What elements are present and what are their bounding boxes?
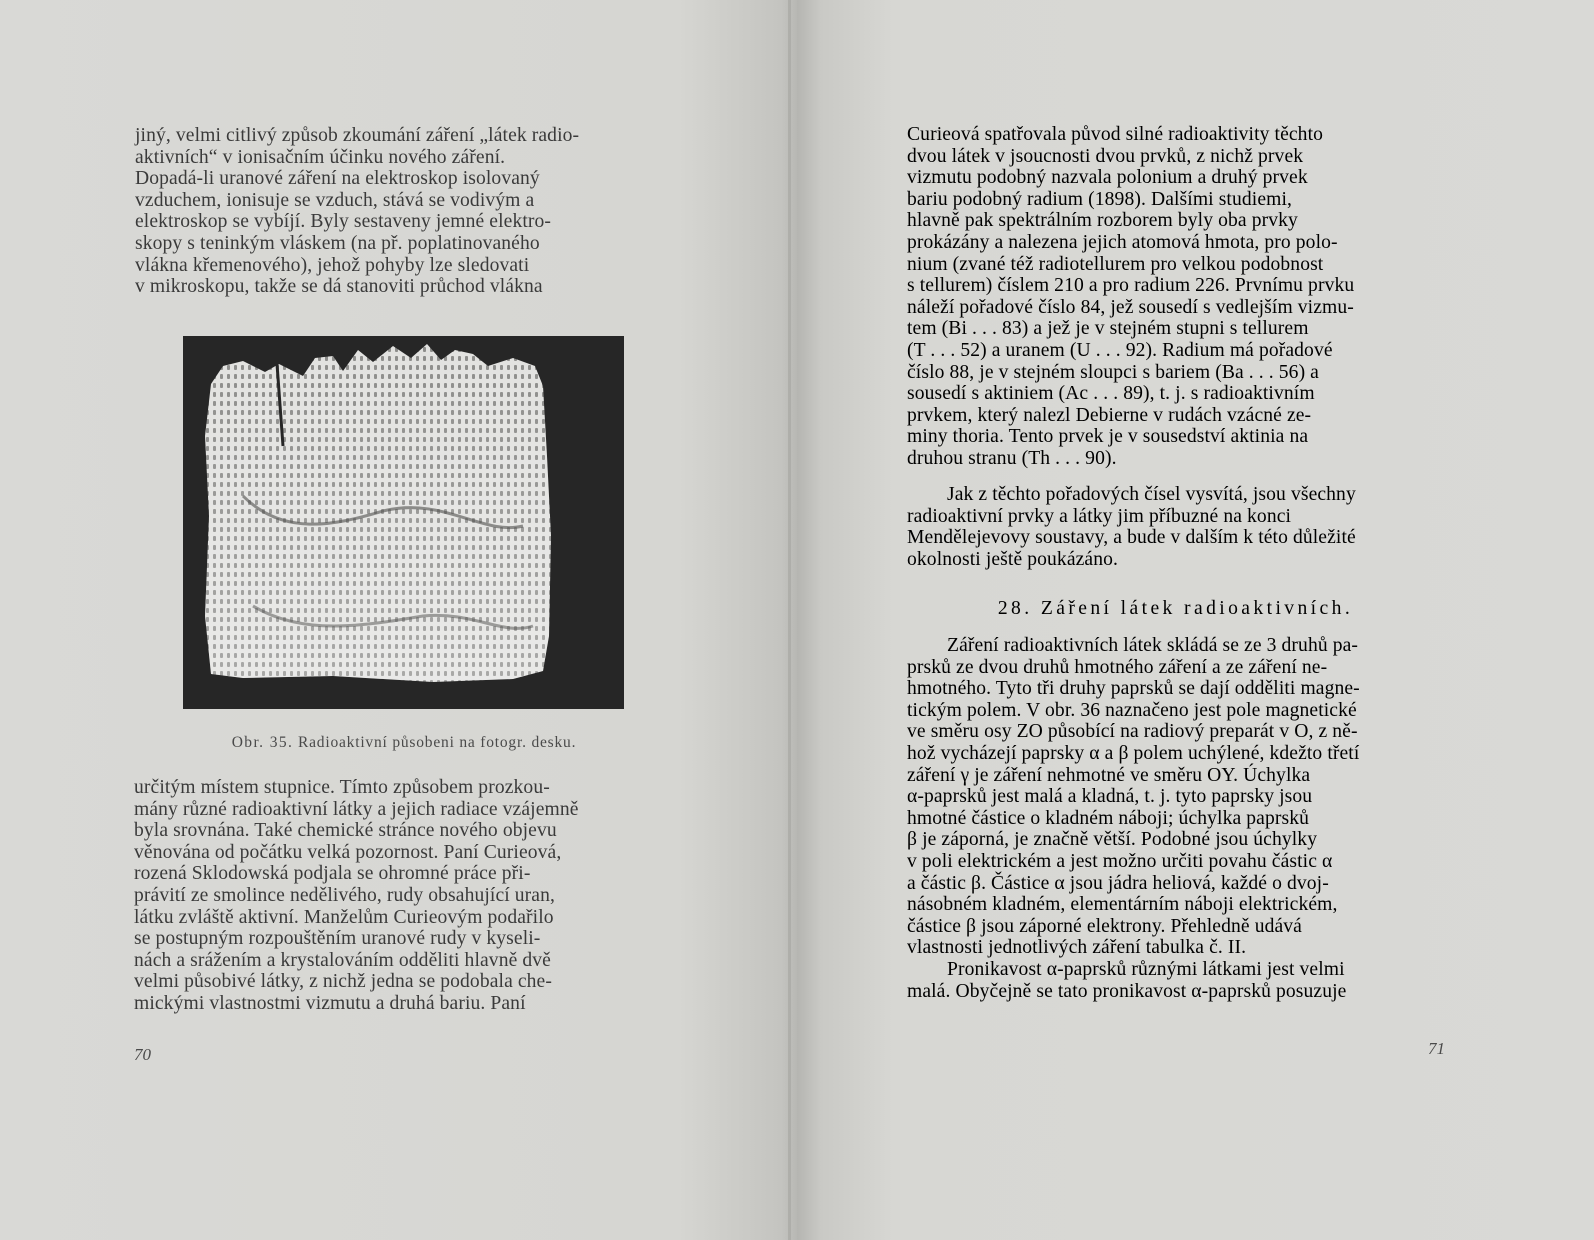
text-line: jiný, velmi citlivý způsob zkoumání záření „látek radio-	[135, 125, 580, 146]
text-line: (T . . . 52) a uranem (U . . . 92). Radium má pořadové	[907, 339, 1333, 361]
text-line: vlastnosti jednotlivých záření tabulka č. II.	[907, 937, 1247, 959]
text-line: druhou stranu (Th . . . 90).	[907, 447, 1117, 469]
text-line: tickým polem. V obr. 36 naznačeno jest pole magnetické	[907, 699, 1357, 721]
text-line: hlavně pak spektrálním rozborem byly oba prvky	[907, 210, 1298, 232]
figure-caption-text: Radioaktivní působeni na fotogr. desku.	[297, 734, 577, 751]
text-line: Mendělejevovy soustavy, a bude v dalším k této důležité	[907, 527, 1356, 549]
book-gutter	[788, 0, 791, 1240]
text-line: se postupným rozpouštěním uranové rudy v kyseli-	[134, 928, 541, 950]
text-line: vizmutu podobný nazvala polonium a druhý prvek	[907, 167, 1308, 189]
text-line: rozená Sklodowská podjala se ohromné práce při-	[134, 863, 531, 885]
right-page-top-text	[907, 124, 1444, 470]
text-line: látku zvláště aktivní. Manželům Curieovým podařilo	[134, 906, 554, 928]
right-page-middle-text	[907, 484, 1444, 570]
text-line: mickými vlastnostmi vizmutu a druhá bariu. Paní	[134, 992, 526, 1014]
text-line: mány různé radioaktivní látky a jejich radiace vzájemně	[134, 798, 579, 820]
text-line: aktivních“ v ionisačním účinku nového záření.	[135, 146, 506, 168]
figure-number: Obr. 35.	[231, 734, 294, 751]
left-page-top-text	[135, 125, 673, 298]
text-line: velmi působivé látky, z nichž jedna se podobala che-	[134, 971, 552, 993]
text-line: vzduchem, ionisuje se vzduch, stává se vodivým a	[135, 189, 535, 211]
text-line: záření γ je záření nehmotné ve směru OY. Úchylka	[907, 764, 1311, 786]
text-line: hmotného. Tyto tři druhy paprsků se dají odděliti magne-	[907, 678, 1360, 700]
text-line: β je záporná, je značně větší. Podobné jsou úchylky	[907, 829, 1318, 851]
text-line: vlákna křemenového), jehož pohyby lze sledovati	[135, 254, 530, 276]
text-line: okolnosti ještě poukázáno.	[907, 548, 1119, 570]
text-line: a částic β. Částice α jsou jádra heliová, každé o dvoj-	[907, 872, 1329, 894]
text-line: nách a srážením a krystalováním odděliti hlavně dvě	[134, 949, 551, 971]
text-line: ve směru osy ZO působící na radiový preparát v O, z ně-	[907, 721, 1358, 743]
text-line: radioaktivní prvky a látky jim příbuzné na konci	[907, 505, 1292, 527]
text-line: věnována od počátku velká pozornost. Paní Curieová,	[134, 841, 562, 863]
text-line: prvkem, který nalezl Debierne v rudách vzácné ze-	[907, 404, 1312, 426]
text-line: skopy s teninkým vláskem (na př. poplatinovaného	[135, 232, 540, 254]
text-line: byla srovnána. Také chemické stránce nového objevu	[134, 820, 557, 842]
text-line: náleží pořadové číslo 84, jež sousedí s vedlejším vizmu-	[907, 296, 1354, 318]
page-number-left: 70	[134, 1045, 151, 1064]
left-page-bottom-text	[134, 777, 674, 1015]
figure-35-photo	[183, 336, 624, 709]
text-line: sousedí s aktiniem (Ac . . . 89), t. j. s radioaktivním	[907, 383, 1315, 405]
page-number-right: 71	[1428, 1039, 1445, 1058]
text-line: číslo 88, je v stejném sloupci s bariem (Ba . . . 56) a	[907, 361, 1319, 383]
text-line: Pronikavost α-paprsků různými látkami jest velmi	[947, 958, 1345, 980]
text-line: právití ze smolince nedělivého, rudy obsahující uran,	[134, 884, 555, 906]
text-line: určitým místem stupnice. Tímto způsobem prozkou-	[134, 777, 550, 798]
text-line: hmotné částice o kladném náboji; úchylka paprsků	[907, 807, 1310, 829]
text-line: Jak z těchto pořadových čísel vysvítá, jsou všechny	[947, 484, 1356, 505]
text-line: prsků ze dvou druhů hmotného záření a ze záření ne-	[907, 656, 1328, 678]
text-line: α-paprsků jest malá a kladná, t. j. tyto paprsky jsou	[907, 786, 1313, 808]
text-line: Curieová spatřovala původ silné radioaktivity těchto	[907, 124, 1324, 145]
text-line: Dopadá-li uranové záření na elektroskop isolovaný	[135, 168, 540, 190]
text-line: v mikroskopu, takže se dá stanoviti průchod vlákna	[135, 276, 543, 298]
text-line: hož vycházejí paprsky α a β polem uchýlené, kdežto třetí	[907, 742, 1360, 764]
text-line: Záření radioaktivních látek skládá se ze 3 druhů pa-	[947, 635, 1359, 656]
radioactive-photo-plate-icon	[183, 336, 624, 709]
text-line: miny thoria. Tento prvek je v sousedství aktinia na	[907, 426, 1309, 448]
text-line: v poli elektrickém a jest možno určiti povahu částic α	[907, 850, 1333, 872]
text-line: bariu podobný radium (1898). Dalšími studiemi,	[907, 188, 1292, 210]
text-line: malá. Obyčejně se tato pronikavost α-paprsků posuzuje	[907, 980, 1347, 1002]
text-line: tem (Bi . . . 83) a jež je v stejném stupni s tellurem	[907, 318, 1309, 340]
text-line: elektroskop se vybíjí. Byly sestaveny jemné elektro-	[135, 211, 552, 233]
text-line: částice β jsou záporné elektrony. Přehledně udává	[907, 915, 1302, 937]
text-line: nium (zvané též radiotellurem pro velkou podobnost	[907, 253, 1324, 275]
text-line: prokázány a nalezena jejich atomová hmota, pro polo-	[907, 231, 1338, 253]
figure-caption	[134, 734, 674, 752]
text-line: dvou látek v jsoucnosti dvou prvků, z nichž prvek	[907, 145, 1304, 167]
section-heading: 28. Záření látek radioaktivních.	[997, 598, 1354, 619]
text-line: s tellurem) číslem 210 a pro radium 226. Prvnímu prvku	[907, 275, 1355, 297]
right-page-bottom-text	[907, 635, 1444, 1002]
text-line: násobném kladném, elementárním náboji elektrickém,	[907, 894, 1338, 916]
